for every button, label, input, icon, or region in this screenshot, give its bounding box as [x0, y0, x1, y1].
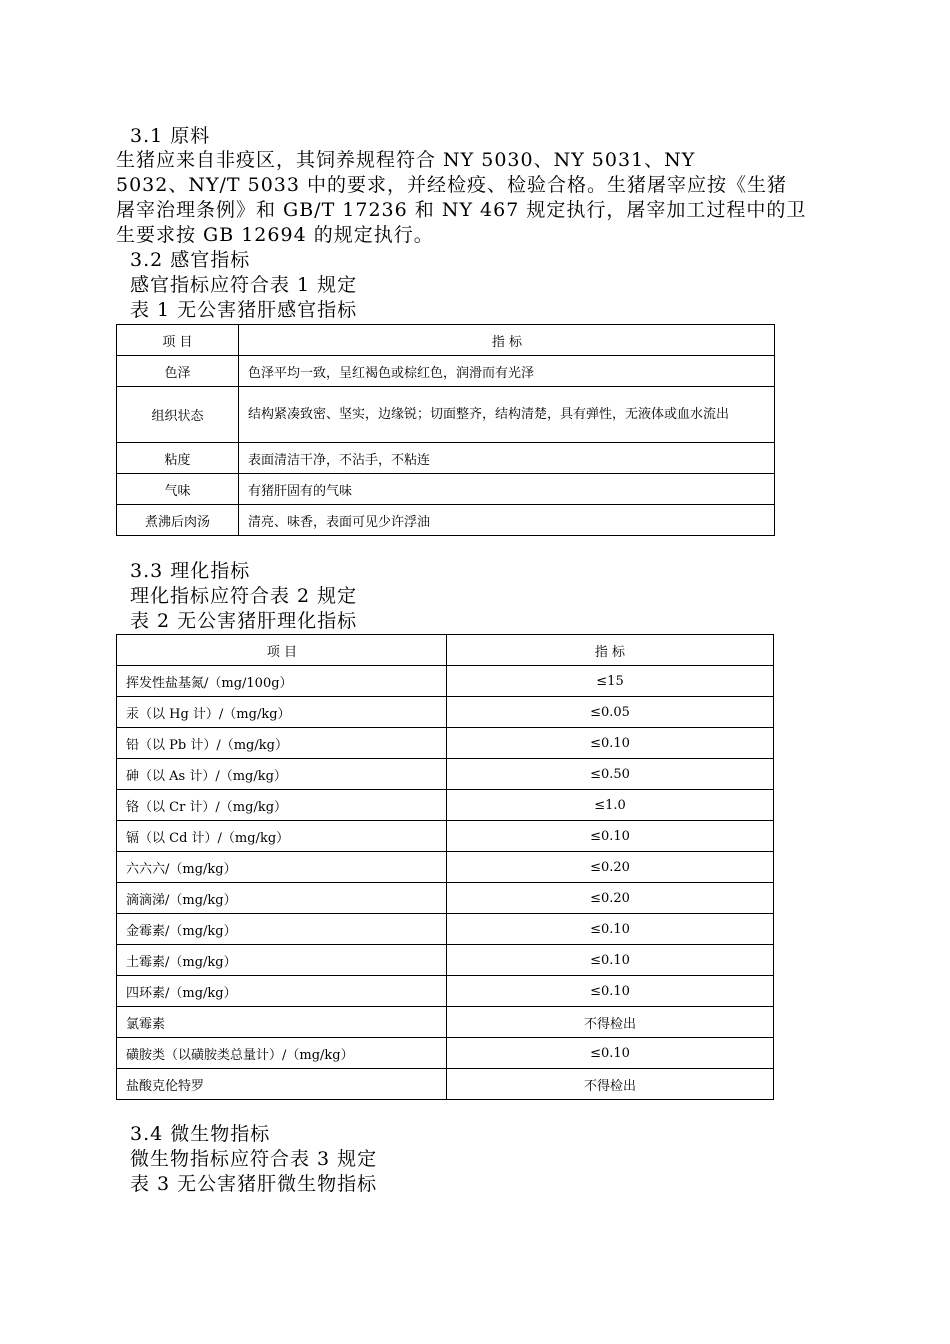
table-row [117, 945, 774, 976]
section-3-3-heading: 3.3 理化指标 [130, 560, 251, 582]
table-row [117, 852, 774, 883]
table-header-row [117, 635, 774, 666]
table-cell-value: 不得检出 [447, 1007, 774, 1038]
table-header-index: 指 标 [239, 325, 775, 356]
table-cell-value: ≤0.20 [447, 852, 774, 883]
table-1-caption: 表 1 无公害猪肝感官指标 [130, 299, 358, 321]
table-cell-value: 结构紧凑致密、坚实，边缘锐；切面整齐，结构清楚，具有弹性，无液体或血水流出 [239, 387, 775, 443]
table-row [117, 697, 774, 728]
table-cell-value: ≤0.10 [447, 728, 774, 759]
table-row [117, 790, 774, 821]
section-3-1-heading: 3.1 原料 [130, 125, 211, 147]
table-row [117, 914, 774, 945]
table-cell-value: ≤0.50 [447, 759, 774, 790]
table-cell-item: 土霉素/（mg/kg） [117, 945, 447, 976]
table-row [117, 1007, 774, 1038]
section-3-4-body: 微生物指标应符合表 3 规定 [130, 1148, 378, 1170]
table-2-physicochemical [116, 634, 774, 1100]
table-cell-value: ≤15 [447, 666, 774, 697]
table-cell-value: ≤1.0 [447, 790, 774, 821]
section-3-2-heading: 3.2 感官指标 [130, 249, 251, 271]
table-row [117, 821, 774, 852]
table-row [117, 387, 775, 443]
table-cell-value: 不得检出 [447, 1069, 774, 1100]
table-row [117, 1069, 774, 1100]
table-row [117, 883, 774, 914]
table-2-caption: 表 2 无公害猪肝理化指标 [130, 610, 358, 632]
table-header-item: 项 目 [117, 325, 239, 356]
table-row [117, 474, 775, 505]
table-1-sensory [116, 324, 775, 536]
table-cell-item: 色泽 [117, 356, 239, 387]
table-row [117, 443, 775, 474]
table-cell-value: 有猪肝固有的气味 [239, 474, 775, 505]
table-row [117, 356, 775, 387]
table-header-row [117, 325, 775, 356]
table-cell-value: ≤0.10 [447, 914, 774, 945]
section-3-2-body: 感官指标应符合表 1 规定 [130, 274, 358, 296]
table-row [117, 976, 774, 1007]
section-3-4-heading: 3.4 微生物指标 [130, 1123, 271, 1145]
table-cell-item: 粘度 [117, 443, 239, 474]
table-cell-item: 氯霉素 [117, 1007, 447, 1038]
table-row [117, 1038, 774, 1069]
table-cell-item: 汞（以 Hg 计）/（mg/kg） [117, 697, 447, 728]
table-cell-value: ≤0.05 [447, 697, 774, 728]
table-header-index: 指 标 [447, 635, 774, 666]
table-row [117, 759, 774, 790]
table-cell-item: 盐酸克伦特罗 [117, 1069, 447, 1100]
table-cell-item: 煮沸后肉汤 [117, 505, 239, 536]
table-cell-value: 表面清洁干净，不沾手，不粘连 [239, 443, 775, 474]
table-header-item: 项 目 [117, 635, 447, 666]
table-cell-value: 清亮、味香，表面可见少许浮油 [239, 505, 775, 536]
section-3-1-line-4: 生要求按 GB 12694 的规定执行。 [116, 224, 434, 246]
table-cell-item: 镉（以 Cd 计）/（mg/kg） [117, 821, 447, 852]
table-cell-item: 挥发性盐基氮/（mg/100g） [117, 666, 447, 697]
table-cell-item: 四环素/（mg/kg） [117, 976, 447, 1007]
table-cell-item: 铅（以 Pb 计）/（mg/kg） [117, 728, 447, 759]
section-3-1-line-1: 生猪应来自非疫区，其饲养规程符合 NY 5030、NY 5031、NY [116, 149, 696, 171]
table-cell-item: 金霉素/（mg/kg） [117, 914, 447, 945]
table-row [117, 505, 775, 536]
table-cell-item: 磺胺类（以磺胺类总量计）/（mg/kg） [117, 1038, 447, 1069]
table-cell-item: 砷（以 As 计）/（mg/kg） [117, 759, 447, 790]
table-cell-item: 铬（以 Cr 计）/（mg/kg） [117, 790, 447, 821]
table-cell-item: 组织状态 [117, 387, 239, 443]
table-3-caption: 表 3 无公害猪肝微生物指标 [130, 1173, 378, 1195]
table-cell-value: ≤0.20 [447, 883, 774, 914]
section-3-1-line-2: 5032、NY/T 5033 中的要求，并经检疫、检验合格。生猪屠宰应按《生猪 [116, 174, 788, 196]
section-3-1-line-3: 屠宰治理条例》和 GB/T 17236 和 NY 467 规定执行，屠宰加工过程中的卫 [116, 199, 807, 221]
table-row [117, 666, 774, 697]
section-3-3-body: 理化指标应符合表 2 规定 [130, 585, 358, 607]
table-cell-item: 六六六/（mg/kg） [117, 852, 447, 883]
table-cell-value: ≤0.10 [447, 945, 774, 976]
table-row [117, 728, 774, 759]
table-cell-item: 滴滴涕/（mg/kg） [117, 883, 447, 914]
table-cell-value: ≤0.10 [447, 976, 774, 1007]
table-cell-value: ≤0.10 [447, 821, 774, 852]
table-cell-value: 色泽平均一致，呈红褐色或棕红色，润滑而有光泽 [239, 356, 775, 387]
table-cell-value: ≤0.10 [447, 1038, 774, 1069]
section-3-1-body [116, 148, 836, 248]
table-cell-item: 气味 [117, 474, 239, 505]
